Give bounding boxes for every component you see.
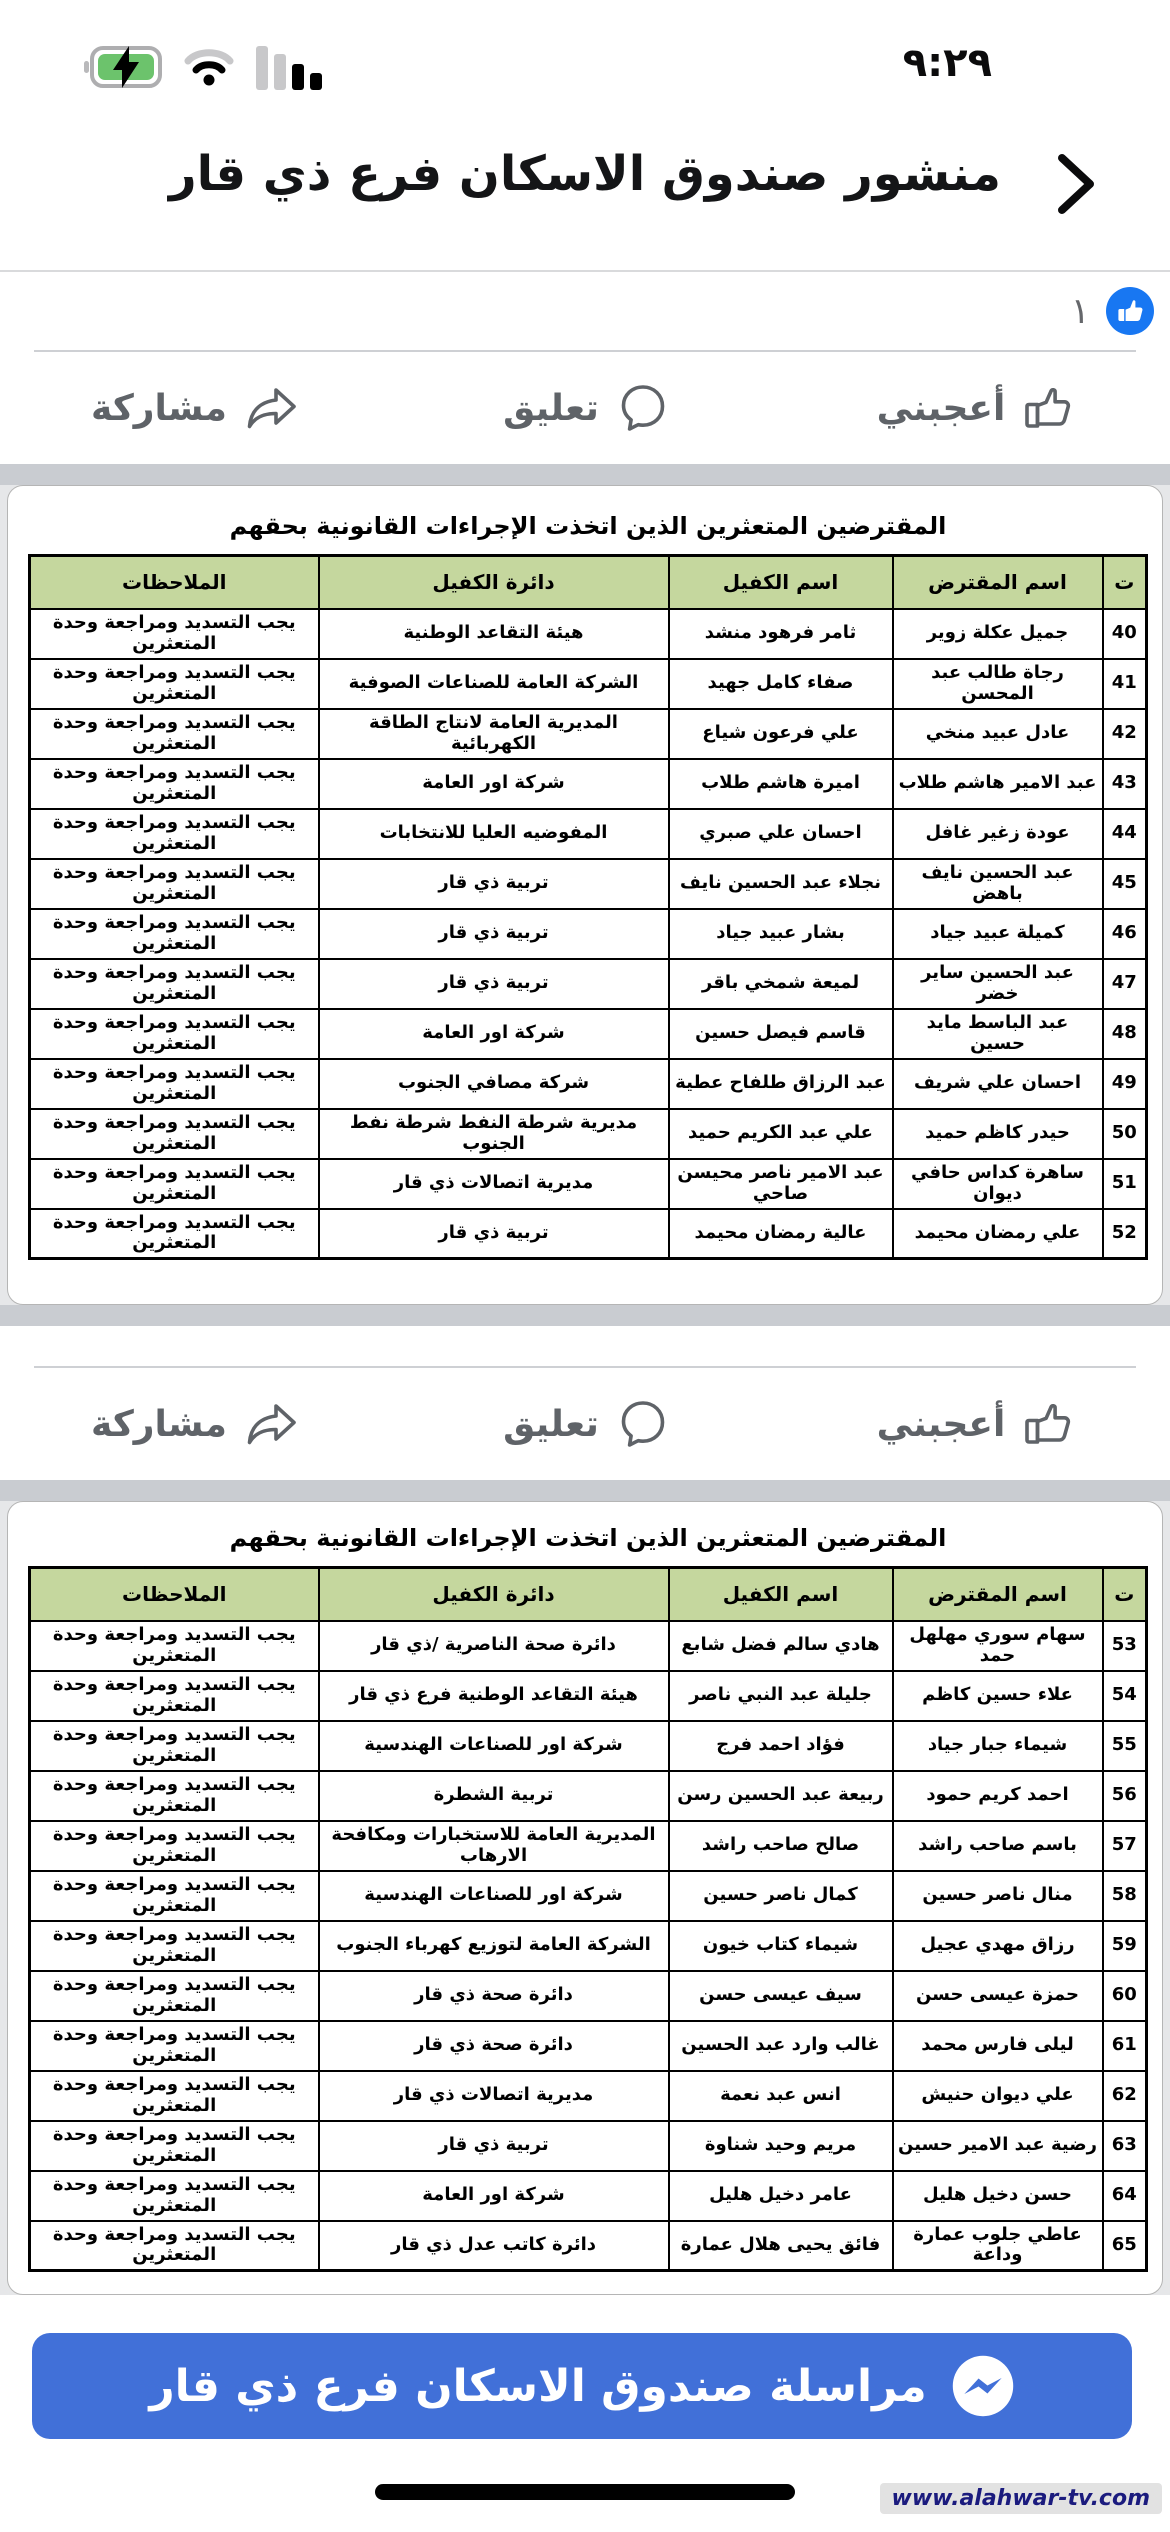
- table-cell: يجب التسديد ومراجعة وحدة المتعثرين: [30, 959, 319, 1009]
- table-cell: ليلى فارس محمد: [893, 2021, 1103, 2071]
- table-cell: 41: [1103, 659, 1147, 709]
- table-row: [30, 1771, 1147, 1821]
- watermark: www.alahwar-tv.com: [880, 2483, 1162, 2514]
- table-cell: عبد الحسين ساير خضر: [893, 959, 1103, 1009]
- table-row: [30, 859, 1147, 909]
- table-cell: عالية رمضان محيمد: [669, 1209, 893, 1259]
- table-cell: مديرية اتصالات ذي قار: [319, 1159, 669, 1209]
- column-header: ت: [1103, 556, 1147, 609]
- column-header: اسم المقترض: [893, 1568, 1103, 1621]
- table-cell: 45: [1103, 859, 1147, 909]
- table-cell: 63: [1103, 2121, 1147, 2171]
- table-cell: 58: [1103, 1871, 1147, 1921]
- table-cell: 62: [1103, 2071, 1147, 2121]
- table-cell: نجلاء عبد الحسين نايف: [669, 859, 893, 909]
- table-cell: سيف عيسى حسن: [669, 1971, 893, 2021]
- table-cell: الشركة العامة لتوزيع كهرباء الجنوب: [319, 1921, 669, 1971]
- table-cell: اميرة هاشم طلاب: [669, 759, 893, 809]
- table-cell: شركة اور العامة: [319, 759, 669, 809]
- table-cell: مديرية اتصالات ذي قار: [319, 2071, 669, 2121]
- share-button[interactable]: [0, 383, 390, 433]
- table-cell: ثامر فرهود منشد: [669, 609, 893, 659]
- message-button-label: مراسلة صندوق الاسكان فرع ذي قار: [149, 2360, 927, 2412]
- column-header: الملاحظات: [30, 1568, 319, 1621]
- table-cell: فؤاد احمد فرج: [669, 1721, 893, 1771]
- divider-band: [0, 1480, 1170, 1501]
- table-row: [30, 2071, 1147, 2121]
- table-row: [30, 609, 1147, 659]
- share-button-label: مشاركة: [91, 1403, 227, 1445]
- table-cell: عامر دخيل هليل: [669, 2171, 893, 2221]
- table-cell: فائق يحيى هلال عمارة: [669, 2221, 893, 2271]
- table-cell: علاء حسين كاظم: [893, 1671, 1103, 1721]
- table-image-post[interactable]: [7, 1501, 1163, 2295]
- table-row: [30, 2021, 1147, 2071]
- post-image-wrap: [0, 485, 1170, 1305]
- table-cell: كميلة عبيد جياد: [893, 909, 1103, 959]
- table-row: [30, 1871, 1147, 1921]
- table-cell: المديرية العامة لانتاج الطاقة الكهربائية: [319, 709, 669, 759]
- table-cell: احسان علي شريف: [893, 1059, 1103, 1109]
- table-cell: صفاء كامل جهيد: [669, 659, 893, 709]
- table-cell: دائرة كاتب عدل ذي قار: [319, 2221, 669, 2271]
- table-title: المقترضين المتعثرين الذين اتخذت الإجراءات القانونية بحقهم: [229, 1524, 947, 1552]
- table-cell: 53: [1103, 1621, 1147, 1671]
- table-cell: عبد الامير ناصر محيسن صاحي: [669, 1159, 893, 1209]
- table-cell: علي فرعون شياع: [669, 709, 893, 759]
- like-reaction-icon[interactable]: [1106, 287, 1154, 335]
- table-title: المقترضين المتعثرين الذين اتخذت الإجراءات القانونية بحقهم: [229, 512, 947, 540]
- table-row: [30, 1109, 1147, 1159]
- post-image-wrap: [0, 1501, 1170, 2295]
- table-row: [30, 1059, 1147, 1109]
- like-count[interactable]: ١: [1070, 290, 1090, 332]
- table-cell: المديرية العامة للاستخبارات ومكافحة الارهاب: [319, 1821, 669, 1871]
- table-cell: منال ناصر حسين: [893, 1871, 1103, 1921]
- column-header: اسم الكفيل: [669, 556, 893, 609]
- table-cell: شركة اور العامة: [319, 2171, 669, 2221]
- table-cell: يجب التسديد ومراجعة وحدة المتعثرين: [30, 1971, 319, 2021]
- table-cell: يجب التسديد ومراجعة وحدة المتعثرين: [30, 1871, 319, 1921]
- status-bar: [0, 0, 1170, 100]
- table-cell: مديرية شرطة النفط شرطة نفط الجنوب: [319, 1109, 669, 1159]
- table-cell: المفوضيه العليا للانتخابات: [319, 809, 669, 859]
- comment-button[interactable]: [390, 1399, 780, 1449]
- table-cell: احسان علي صبري: [669, 809, 893, 859]
- table-cell: لميعة شمخي باقر: [669, 959, 893, 1009]
- table-cell: يجب التسديد ومراجعة وحدة المتعثرين: [30, 1821, 319, 1871]
- table-cell: دائرة صحة ذي قار: [319, 1971, 669, 2021]
- table-cell: يجب التسديد ومراجعة وحدة المتعثرين: [30, 659, 319, 709]
- table-cell: يجب التسديد ومراجعة وحدة المتعثرين: [30, 1209, 319, 1259]
- table-cell: 56: [1103, 1771, 1147, 1821]
- table-cell: يجب التسديد ومراجعة وحدة المتعثرين: [30, 759, 319, 809]
- comment-button[interactable]: [390, 383, 780, 433]
- post-action-bar: [0, 352, 1170, 464]
- table-cell: عبد الامير هاشم طلاب: [893, 759, 1103, 809]
- table-cell: دائرة صحة الناصرية /ذي قار: [319, 1621, 669, 1671]
- table-cell: 43: [1103, 759, 1147, 809]
- column-header: اسم الكفيل: [669, 1568, 893, 1621]
- borrowers-table: [28, 554, 1148, 1260]
- table-cell: يجب التسديد ومراجعة وحدة المتعثرين: [30, 609, 319, 659]
- table-row: [30, 959, 1147, 1009]
- table-cell: تربية ذي قار: [319, 909, 669, 959]
- table-cell: رجاة طالب عبد المحسن: [893, 659, 1103, 709]
- table-row: [30, 909, 1147, 959]
- share-button[interactable]: [0, 1399, 390, 1449]
- table-cell: عبد الباسط مايد حسين: [893, 1009, 1103, 1059]
- table-cell: 60: [1103, 1971, 1147, 2021]
- table-cell: تربية ذي قار: [319, 959, 669, 1009]
- table-cell: عبد الحسين نايف باهض: [893, 859, 1103, 909]
- table-row: [30, 759, 1147, 809]
- table-cell: عبد الرزاق طلفاح عطية: [669, 1059, 893, 1109]
- table-cell: غالب وارد عبد الحسين: [669, 2021, 893, 2071]
- table-cell: ساهرة كداس حافي ديوان: [893, 1159, 1103, 1209]
- table-cell: 44: [1103, 809, 1147, 859]
- table-cell: 65: [1103, 2221, 1147, 2271]
- table-cell: عاطي جلوب عمارة وداعة: [893, 2221, 1103, 2271]
- table-cell: يجب التسديد ومراجعة وحدة المتعثرين: [30, 2121, 319, 2171]
- table-cell: بشار عبيد جياد: [669, 909, 893, 959]
- table-header-row: [30, 556, 1147, 609]
- like-button[interactable]: [780, 383, 1170, 433]
- table-row: [30, 709, 1147, 759]
- table-row: [30, 1971, 1147, 2021]
- table-cell: يجب التسديد ومراجعة وحدة المتعثرين: [30, 1159, 319, 1209]
- table-cell: 64: [1103, 2171, 1147, 2221]
- table-row: [30, 809, 1147, 859]
- table-cell: علي عبد الكريم حميد: [669, 1109, 893, 1159]
- table-row: [30, 1209, 1147, 1259]
- table-cell: 46: [1103, 909, 1147, 959]
- divider-band: [0, 464, 1170, 485]
- messenger-icon: [951, 2354, 1015, 2418]
- table-cell: 49: [1103, 1059, 1147, 1109]
- thumb-up-icon: [1023, 1399, 1073, 1449]
- table-cell: يجب التسديد ومراجعة وحدة المتعثرين: [30, 2171, 319, 2221]
- table-row: [30, 2121, 1147, 2171]
- table-cell: شركة اور العامة: [319, 1009, 669, 1059]
- borrowers-table: [28, 1566, 1148, 2272]
- divider-band: [0, 1305, 1170, 1326]
- table-cell: قاسم فيصل حسين: [669, 1009, 893, 1059]
- table-cell: يجب التسديد ومراجعة وحدة المتعثرين: [30, 1921, 319, 1971]
- table-cell: عودة زغير غافل: [893, 809, 1103, 859]
- table-cell: جميل عكلة زوير: [893, 609, 1103, 659]
- table-cell: ربيعة عبد الحسين رسن: [669, 1771, 893, 1821]
- comment-button-label: تعليق: [503, 1403, 599, 1445]
- table-cell: 47: [1103, 959, 1147, 1009]
- table-cell: رضية عبد الامير حسين: [893, 2121, 1103, 2171]
- table-cell: يجب التسديد ومراجعة وحدة المتعثرين: [30, 2071, 319, 2121]
- table-cell: يجب التسديد ومراجعة وحدة المتعثرين: [30, 1721, 319, 1771]
- table-cell: تربية ذي قار: [319, 1209, 669, 1259]
- table-row: [30, 1671, 1147, 1721]
- table-cell: حمزة عيسى حسن: [893, 1971, 1103, 2021]
- table-cell: باسم صاحب راشد: [893, 1821, 1103, 1871]
- table-cell: يجب التسديد ومراجعة وحدة المتعثرين: [30, 1059, 319, 1109]
- table-cell: صالح صاحب راشد: [669, 1821, 893, 1871]
- table-cell: حسن دخيل هليل: [893, 2171, 1103, 2221]
- table-cell: تربية ذي قار: [319, 859, 669, 909]
- table-row: [30, 1621, 1147, 1671]
- spacer: [0, 1326, 1170, 1366]
- wifi-icon: [184, 47, 234, 87]
- table-cell: 48: [1103, 1009, 1147, 1059]
- table-cell: 51: [1103, 1159, 1147, 1209]
- comment-bubble-icon: [617, 383, 667, 433]
- table-cell: يجب التسديد ومراجعة وحدة المتعثرين: [30, 859, 319, 909]
- table-cell: 40: [1103, 609, 1147, 659]
- table-cell: علي ديوان حنيش: [893, 2071, 1103, 2121]
- table-cell: 50: [1103, 1109, 1147, 1159]
- column-header: دائرة الكفيل: [319, 556, 669, 609]
- column-header: ت: [1103, 1568, 1147, 1621]
- message-page-button[interactable]: [32, 2333, 1132, 2439]
- share-arrow-icon: [245, 383, 299, 433]
- table-cell: 54: [1103, 1671, 1147, 1721]
- battery-charging-icon: [84, 46, 162, 88]
- table-cell: تربية ذي قار: [319, 2121, 669, 2171]
- post-action-bar: [0, 1368, 1170, 1480]
- table-row: [30, 1721, 1147, 1771]
- table-cell: يجب التسديد ومراجعة وحدة المتعثرين: [30, 809, 319, 859]
- table-cell: جليلة عبد النبي ناصر: [669, 1671, 893, 1721]
- like-button[interactable]: [780, 1399, 1170, 1449]
- table-cell: 61: [1103, 2021, 1147, 2071]
- comment-button-label: تعليق: [503, 387, 599, 429]
- table-header-row: [30, 1568, 1147, 1621]
- status-icons: [84, 44, 328, 90]
- table-row: [30, 1009, 1147, 1059]
- table-row: [30, 659, 1147, 709]
- table-cell: احمد كريم حمود: [893, 1771, 1103, 1821]
- table-cell: 59: [1103, 1921, 1147, 1971]
- table-cell: 42: [1103, 709, 1147, 759]
- share-arrow-icon: [245, 1399, 299, 1449]
- share-button-label: مشاركة: [91, 387, 227, 429]
- table-cell: هيئة التقاعد الوطنية: [319, 609, 669, 659]
- table-cell: حيدر كاظم حميد: [893, 1109, 1103, 1159]
- cellular-signal-icon: [256, 44, 328, 90]
- table-cell: دائرة صحة ذي قار: [319, 2021, 669, 2071]
- table-image-post[interactable]: [7, 485, 1163, 1305]
- table-cell: يجب التسديد ومراجعة وحدة المتعثرين: [30, 1109, 319, 1159]
- table-cell: 57: [1103, 1821, 1147, 1871]
- table-cell: شركة اور للصناعات الهندسية: [319, 1721, 669, 1771]
- column-header: الملاحظات: [30, 556, 319, 609]
- back-chevron-icon[interactable]: [1054, 152, 1098, 216]
- table-cell: تربية الشطرة: [319, 1771, 669, 1821]
- table-cell: شيماء كتاب خيون: [669, 1921, 893, 1971]
- table-cell: شيماء جبار جياد: [893, 1721, 1103, 1771]
- table-cell: 55: [1103, 1721, 1147, 1771]
- table-cell: يجب التسديد ومراجعة وحدة المتعثرين: [30, 1671, 319, 1721]
- table-cell: يجب التسديد ومراجعة وحدة المتعثرين: [30, 2021, 319, 2071]
- table-cell: 52: [1103, 1209, 1147, 1259]
- reactions-row[interactable]: [0, 272, 1170, 350]
- table-cell: انس عبد نعمة: [669, 2071, 893, 2121]
- table-row: [30, 1921, 1147, 1971]
- table-cell: عادل عبيد منخي: [893, 709, 1103, 759]
- table-cell: يجب التسديد ومراجعة وحدة المتعثرين: [30, 1771, 319, 1821]
- table-cell: يجب التسديد ومراجعة وحدة المتعثرين: [30, 2221, 319, 2271]
- table-cell: الشركة العامة للصناعات الصوفية: [319, 659, 669, 709]
- table-cell: يجب التسديد ومراجعة وحدة المتعثرين: [30, 1009, 319, 1059]
- table-row: [30, 1159, 1147, 1209]
- page-title: منشور صندوق الاسكان فرع ذي قار: [169, 146, 1001, 202]
- table-cell: سهام سوري مهلهل حمد: [893, 1621, 1103, 1671]
- table-cell: مريم وحيد شناوة: [669, 2121, 893, 2171]
- table-cell: شركة اور للصناعات الهندسية: [319, 1871, 669, 1921]
- table-cell: هيئة التقاعد الوطنية فرع ذي قار: [319, 1671, 669, 1721]
- comment-bubble-icon: [617, 1399, 667, 1449]
- table-cell: يجب التسديد ومراجعة وحدة المتعثرين: [30, 1621, 319, 1671]
- thumb-up-icon: [1023, 383, 1073, 433]
- column-header: اسم المقترض: [893, 556, 1103, 609]
- like-button-label: أعجبني: [876, 1403, 1006, 1445]
- clock: ٩:٢٩: [902, 40, 992, 86]
- table-row: [30, 1821, 1147, 1871]
- nav-header: [0, 100, 1170, 272]
- table-cell: كمال ناصر حسين: [669, 1871, 893, 1921]
- table-row: [30, 2171, 1147, 2221]
- table-cell: رزاق مهدي عجيل: [893, 1921, 1103, 1971]
- table-cell: شركة مصافي الجنوب: [319, 1059, 669, 1109]
- column-header: دائرة الكفيل: [319, 1568, 669, 1621]
- table-cell: علي رمضان محيمد: [893, 1209, 1103, 1259]
- like-button-label: أعجبني: [876, 387, 1006, 429]
- page-footer: [0, 2295, 1170, 2522]
- table-cell: يجب التسديد ومراجعة وحدة المتعثرين: [30, 709, 319, 759]
- home-indicator[interactable]: [375, 2484, 795, 2500]
- table-cell: يجب التسديد ومراجعة وحدة المتعثرين: [30, 909, 319, 959]
- table-row: [30, 2221, 1147, 2271]
- table-cell: هادي سالم فضل شابع: [669, 1621, 893, 1671]
